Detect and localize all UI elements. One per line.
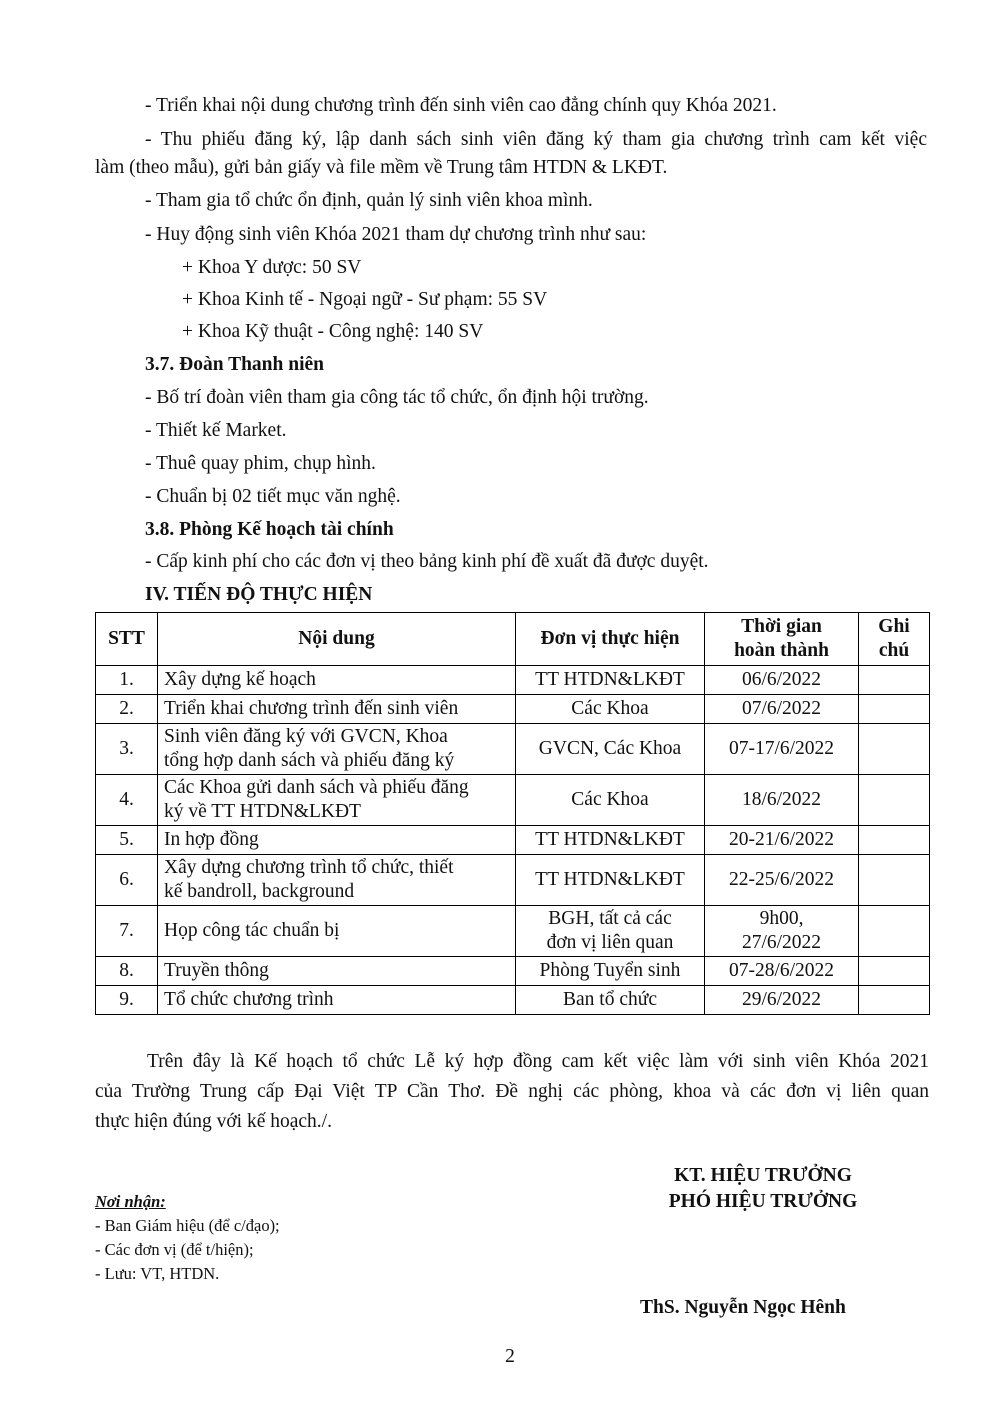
section-item: - Thiết kế Market. (145, 420, 287, 441)
intro-line: - Huy động sinh viên Khóa 2021 tham dự chương trình như sau: (145, 224, 647, 245)
cell-time-line: 29/6/2022 (741, 989, 822, 1010)
closing-line: của Trường Trung cấp Đại Việt TP Cần Thơ. Đề nghị các phòng, khoa và các đơn vị liên quan (95, 1081, 929, 1102)
cell-time-line: 06/6/2022 (741, 669, 822, 690)
section-item: - Cấp kinh phí cho các đơn vị theo bảng kinh phí đề xuất đã được duyệt. (145, 551, 709, 572)
cell-stt: 9. (96, 986, 158, 1015)
section-item: - Chuẩn bị 02 tiết mục văn nghệ. (145, 486, 401, 507)
cell-time (705, 957, 859, 986)
cell-content (158, 986, 516, 1015)
cell-content-line: Sinh viên đăng ký với GVCN, Khoa (164, 726, 448, 747)
cell-unit (516, 695, 705, 724)
cell-stt: 7. (96, 906, 158, 957)
cell-content-line: Họp công tác chuẩn bị (164, 920, 340, 941)
table-row (96, 826, 930, 855)
cell-stt: 8. (96, 957, 158, 986)
cell-content (158, 724, 516, 775)
cell-time (705, 666, 859, 695)
cell-time (705, 826, 859, 855)
signature-title: KT. HIỆU TRƯỞNG (674, 1165, 852, 1186)
cell-time-line: 27/6/2022 (741, 932, 822, 953)
section-heading-iv: IV. TIẾN ĐỘ THỰC HIỆN (145, 584, 373, 605)
cell-time (705, 906, 859, 957)
cell-time (705, 695, 859, 724)
cell-stt: 1. (96, 666, 158, 695)
quota-item: + Khoa Y dược: 50 SV (182, 257, 362, 278)
intro-line: - Triển khai nội dung chương trình đến sinh viên cao đẳng chính quy Khóa 2021. (145, 95, 777, 116)
table-row (96, 906, 930, 957)
cell-content-line: Các Khoa gửi danh sách và phiếu đăng (164, 777, 469, 798)
section-item: - Thuê quay phim, chụp hình. (145, 453, 376, 474)
closing-paragraph (95, 1050, 929, 1074)
cell-content-line: tổng hợp danh sách và phiếu đăng ký (164, 750, 455, 771)
cell-content-line: Tổ chức chương trình (164, 989, 334, 1010)
progress-table (95, 612, 930, 1015)
section-heading-3-8: 3.8. Phòng Kế hoạch tài chính (145, 519, 394, 540)
header-stt: STT (96, 613, 158, 666)
cell-note (859, 695, 930, 724)
quota-item: + Khoa Kỹ thuật - Công nghệ: 140 SV (182, 321, 484, 342)
cell-time (705, 855, 859, 906)
cell-unit (516, 724, 705, 775)
recipient-item: - Các đơn vị (để t/hiện); (95, 1240, 254, 1259)
cell-content (158, 695, 516, 724)
header-time-line: Thời gian (741, 616, 822, 637)
table-row (96, 666, 930, 695)
cell-time-line: 20-21/6/2022 (728, 829, 835, 850)
section-heading-3-7: 3.7. Đoàn Thanh niên (145, 354, 325, 375)
header-note-line: chú (878, 640, 910, 661)
cell-time-line: 9h00, (759, 908, 804, 929)
intro-line: - Thu phiếu đăng ký, lập danh sách sinh viên đăng ký tham gia chương trình cam kết việc (145, 129, 927, 150)
page-number: 2 (505, 1346, 515, 1367)
cell-unit-line: Các Khoa (571, 789, 649, 810)
table-row (96, 986, 930, 1015)
cell-unit-line: Phòng Tuyển sinh (539, 960, 681, 981)
recipient-item: - Lưu: VT, HTDN. (95, 1264, 220, 1283)
closing-line: thực hiện đúng với kế hoạch./. (95, 1111, 332, 1132)
header-time (705, 613, 859, 666)
intro-line: làm (theo mẫu), gửi bản giấy và file mềm về Trung tâm HTDN & LKĐT. (95, 157, 668, 178)
cell-unit-line: TT HTDN&LKĐT (535, 669, 685, 690)
cell-unit-line: đơn vị liên quan (546, 932, 674, 953)
cell-time (705, 775, 859, 826)
cell-unit (516, 775, 705, 826)
cell-note (859, 666, 930, 695)
cell-unit-line: TT HTDN&LKĐT (535, 869, 685, 890)
recipients-title: Nơi nhận: (95, 1192, 166, 1211)
cell-unit (516, 957, 705, 986)
cell-unit (516, 666, 705, 695)
cell-unit (516, 986, 705, 1015)
cell-time (705, 724, 859, 775)
cell-content (158, 826, 516, 855)
cell-unit-line: Ban tổ chức (563, 989, 657, 1010)
cell-stt: 6. (96, 855, 158, 906)
cell-content-line: Xây dựng kế hoạch (164, 669, 316, 690)
cell-note (859, 855, 930, 906)
cell-content (158, 775, 516, 826)
cell-unit (516, 906, 705, 957)
cell-content-line: In hợp đồng (164, 829, 259, 850)
cell-unit-line: TT HTDN&LKĐT (535, 829, 685, 850)
cell-content (158, 666, 516, 695)
cell-note (859, 826, 930, 855)
cell-content-line: ký về TT HTDN&LKĐT (164, 801, 361, 822)
signer-name: ThS. Nguyễn Ngọc Hênh (640, 1297, 846, 1318)
header-time-line: hoàn thành (734, 640, 829, 661)
cell-content-line: kế bandroll, background (164, 881, 355, 902)
table-body (96, 666, 930, 1015)
cell-note (859, 906, 930, 957)
header-note-line: Ghi (878, 616, 910, 637)
cell-unit (516, 855, 705, 906)
cell-time-line: 18/6/2022 (741, 789, 822, 810)
cell-content (158, 906, 516, 957)
cell-stt: 2. (96, 695, 158, 724)
quota-item: + Khoa Kinh tế - Ngoại ngữ - Sư phạm: 55 SV (182, 289, 548, 310)
header-unit: Đơn vị thực hiện (516, 613, 705, 666)
cell-time-line: 22-25/6/2022 (728, 869, 835, 890)
header-note (859, 613, 930, 666)
signature-subtitle: PHÓ HIỆU TRƯỞNG (668, 1191, 858, 1212)
table-row (96, 775, 930, 826)
cell-note (859, 957, 930, 986)
cell-unit-line: BGH, tất cả các (548, 908, 672, 929)
section-item: - Bố trí đoàn viên tham gia công tác tổ chức, ổn định hội trường. (145, 387, 649, 408)
intro-line: - Tham gia tổ chức ổn định, quản lý sinh viên khoa mình. (145, 190, 593, 211)
closing-line: Trên đây là Kế hoạch tổ chức Lễ ký hợp đồng cam kết việc làm với sinh viên Khóa 2021 (147, 1051, 929, 1072)
cell-content-line: Triển khai chương trình đến sinh viên (164, 698, 459, 719)
recipient-item: - Ban Giám hiệu (để c/đạo); (95, 1216, 280, 1235)
cell-content (158, 855, 516, 906)
cell-time-line: 07/6/2022 (741, 698, 822, 719)
cell-content-line: Xây dựng chương trình tổ chức, thiết (164, 857, 454, 878)
header-content: Nội dung (158, 613, 516, 666)
cell-note (859, 775, 930, 826)
cell-time-line: 07-28/6/2022 (728, 960, 835, 981)
cell-note (859, 986, 930, 1015)
table-row (96, 695, 930, 724)
cell-time-line: 07-17/6/2022 (728, 738, 835, 759)
table-row (96, 724, 930, 775)
cell-stt: 4. (96, 775, 158, 826)
cell-stt: 3. (96, 724, 158, 775)
table-row (96, 855, 930, 906)
cell-time (705, 986, 859, 1015)
table-row (96, 957, 930, 986)
cell-content-line: Truyền thông (164, 960, 269, 981)
cell-note (859, 724, 930, 775)
table-header-row (96, 613, 930, 666)
cell-unit-line: GVCN, Các Khoa (538, 738, 682, 759)
cell-content (158, 957, 516, 986)
cell-unit-line: Các Khoa (571, 698, 649, 719)
cell-stt: 5. (96, 826, 158, 855)
cell-unit (516, 826, 705, 855)
